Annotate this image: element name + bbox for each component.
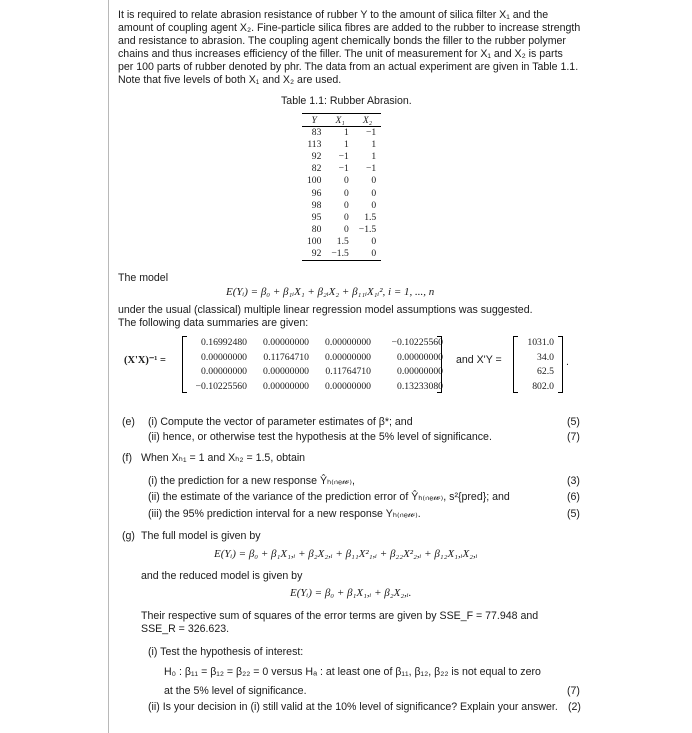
table-cell: 80 bbox=[311, 223, 322, 235]
table-cell: 0 bbox=[371, 199, 377, 211]
question-f-intro: When Xₕ₁ = 1 and Xₕ₂ = 1.5, obtain bbox=[141, 452, 306, 464]
question-e-label: (e) bbox=[122, 416, 135, 428]
table-cell: −1.5 bbox=[326, 248, 353, 261]
sse-text: Their respective sum of squares of the error terms are given by SSE_F = 77.948 and bbox=[141, 610, 539, 622]
col-header: Y bbox=[302, 114, 326, 127]
matrix-right-bracket bbox=[437, 336, 442, 393]
xty-value: 1031.0 bbox=[527, 337, 554, 348]
sse-text: SSE_R = 326.623. bbox=[141, 623, 230, 635]
matrix-cell: 0.11764710 bbox=[325, 366, 371, 377]
marks: (6) bbox=[567, 491, 580, 503]
xtx-inverse-matrix bbox=[185, 336, 443, 394]
intro-line: Note that five levels of both X₁ and X₂ are used. bbox=[118, 74, 342, 86]
question-f-i: (i) the prediction for a new response Ŷₕ₍ₙₑ𝓌₎, bbox=[148, 475, 355, 487]
table-body bbox=[302, 127, 381, 261]
table-row bbox=[302, 151, 381, 163]
table-row bbox=[302, 236, 381, 248]
question-e-ii: (ii) hence, or otherwise test the hypothesis at the 5% level of significance. bbox=[148, 431, 492, 443]
table-row bbox=[302, 139, 381, 151]
significance-level: at the 5% level of significance. bbox=[164, 685, 307, 697]
table-row bbox=[302, 187, 381, 199]
matrix-cell: 0.11764710 bbox=[263, 351, 309, 363]
matrix-cell: 0.00000000 bbox=[324, 380, 371, 392]
table-cell: 0 bbox=[371, 187, 377, 199]
table-row bbox=[302, 163, 381, 175]
table-row bbox=[302, 200, 381, 212]
matrix-cell: 0.00000000 bbox=[200, 351, 247, 363]
table-cell: 0 bbox=[344, 199, 349, 211]
matrix-cell: 0.16992480 bbox=[200, 337, 247, 348]
table-cell: 0 bbox=[344, 175, 349, 187]
table-cell: −1 bbox=[365, 127, 377, 139]
reduced-model-equation: E(Yᵢ) = β₀ + β₁X₁,ᵢ + β₂X₂,ᵢ. bbox=[290, 587, 412, 599]
table-cell: −1 bbox=[365, 163, 377, 175]
xty-value: 802.0 bbox=[532, 380, 554, 392]
marks: (2) bbox=[568, 701, 581, 713]
full-model-equation: E(Yᵢ) = β₀ + β₁X₁,ᵢ + β₂X₂,ᵢ + β₁₁X²₁,ᵢ + β₂₂X²₂,ᵢ + β₁₂X₁,ᵢX₂,ᵢ bbox=[214, 548, 478, 560]
table-cell: 92 bbox=[311, 151, 322, 163]
question-g-i: (i) Test the hypothesis of interest: bbox=[148, 646, 304, 658]
table-header-row bbox=[302, 114, 381, 127]
question-g-ii: (ii) Is your decision in (i) still valid at the 10% level of significance? Explain your answer. bbox=[148, 701, 558, 713]
marks: (3) bbox=[567, 475, 580, 487]
table-cell: 1 bbox=[371, 139, 377, 151]
table-caption: Table 1.1: Rubber Abrasion. bbox=[281, 95, 412, 107]
table-cell: 0 bbox=[371, 235, 377, 247]
vector-right-bracket bbox=[558, 336, 563, 393]
matrix-cell: 0.00000000 bbox=[324, 337, 371, 348]
table-cell: 0 bbox=[371, 175, 377, 187]
matrix-cell: 0.00000000 bbox=[262, 337, 309, 348]
xty-value: 34.0 bbox=[537, 351, 554, 363]
table-cell: −1 bbox=[338, 163, 349, 175]
table-cell: 0 bbox=[344, 223, 349, 235]
reduced-model-intro: and the reduced model is given by bbox=[141, 570, 303, 582]
table-cell: 82 bbox=[311, 163, 322, 175]
matrix-row bbox=[185, 380, 443, 395]
matrix-row bbox=[185, 336, 443, 351]
intro-line: It is required to relate abrasion resistance of rubber Y to the amount of silica filter X₁ and the bbox=[118, 9, 549, 21]
matrix-row bbox=[185, 351, 443, 366]
table-cell: 1 bbox=[344, 127, 349, 139]
table-row bbox=[302, 224, 381, 236]
col-header: X₂ bbox=[354, 114, 381, 127]
table-cell: 100 bbox=[307, 235, 322, 247]
table-cell: −1 bbox=[338, 151, 349, 163]
summaries-text: The following data summaries are given: bbox=[118, 317, 309, 329]
intro-line: and resistance to abrasion. The coupling agent chemically bonds the filler to the rubber polymer bbox=[118, 35, 566, 47]
matrix-cell: 0.13233080 bbox=[396, 380, 443, 392]
marks: (5) bbox=[567, 508, 580, 520]
table-cell: 1 bbox=[344, 139, 349, 151]
table-cell: 1 bbox=[371, 151, 377, 163]
table-cell: 113 bbox=[307, 139, 322, 151]
matrix-cell: 0.00000000 bbox=[396, 366, 443, 377]
matrix-cell: −0.10225560 bbox=[391, 337, 443, 348]
table-cell: 96 bbox=[311, 187, 322, 199]
model-equation: E(Yᵢ) = β₀ + β₁ᵢX₁ + β₂ᵢX₂ + β₁₁ᵢX₁ᵢ², i = 1, ..., n bbox=[226, 286, 435, 298]
question-g-intro: The full model is given by bbox=[141, 530, 261, 542]
table-row bbox=[302, 175, 381, 187]
matrix-cell: 0.00000000 bbox=[200, 366, 247, 377]
hypothesis: H₀ : β₁₁ = β₁₂ = β₂₂ = 0 versus Hₐ : at least one of β₁₁, β₁₂, β₂₂ is not equal to zero bbox=[164, 666, 541, 678]
question-f-label: (f) bbox=[122, 452, 132, 464]
table-cell: 98 bbox=[311, 199, 322, 211]
matrix-row bbox=[185, 365, 443, 380]
table-cell: 1.5 bbox=[336, 235, 349, 247]
table-cell: 0 bbox=[344, 211, 349, 223]
intro-line: per 100 parts of rubber denoted by phr. The data from an actual experiment are given in Table 1.1. bbox=[118, 61, 579, 73]
matrix-cell: 0.00000000 bbox=[396, 351, 443, 363]
matrix-cell: 0.00000000 bbox=[262, 366, 309, 377]
xty-vector bbox=[518, 336, 554, 394]
intro-paragraph bbox=[118, 9, 588, 87]
xty-value: 62.5 bbox=[537, 366, 554, 377]
table-cell: 95 bbox=[311, 211, 322, 223]
xty-label: and X'Y = bbox=[456, 354, 502, 366]
col-header: X₁ bbox=[326, 114, 353, 127]
matrix-cell: −0.10225560 bbox=[195, 380, 247, 392]
marks: (5) bbox=[567, 416, 580, 428]
page-left-border bbox=[108, 0, 109, 733]
table-cell: 1.5 bbox=[364, 211, 377, 223]
question-e-i: (i) Compute the vector of parameter estimates of β*; and bbox=[148, 416, 413, 428]
table-row bbox=[302, 127, 381, 140]
table-cell: 100 bbox=[307, 175, 322, 187]
marks: (7) bbox=[567, 431, 580, 443]
matrix-cell: 0.00000000 bbox=[262, 380, 309, 392]
xtx-inverse-label: (X'X)⁻¹ = bbox=[124, 355, 166, 366]
table-row bbox=[302, 248, 381, 261]
abrasion-table bbox=[302, 113, 381, 261]
period: . bbox=[566, 356, 569, 368]
table-cell: 0 bbox=[344, 187, 349, 199]
intro-line: chains and thus increases efficiency of the filler. The unit of measurement for X₁ and X₂ is parts bbox=[118, 48, 563, 60]
question-g-label: (g) bbox=[122, 530, 135, 542]
table-cell: −1.5 bbox=[358, 223, 377, 235]
table-cell: 0 bbox=[354, 248, 381, 261]
table-row bbox=[302, 212, 381, 224]
assumptions-text: under the usual (classical) multiple linear regression model assumptions was suggested. bbox=[118, 304, 533, 316]
question-f-ii: (ii) the estimate of the variance of the prediction error of Ŷₕ₍ₙₑ𝓌₎, s²{pred}; and bbox=[148, 491, 510, 503]
matrix-cell: 0.00000000 bbox=[324, 351, 371, 363]
question-f-iii: (iii) the 95% prediction interval for a new response Yₕ₍ₙₑ𝓌₎. bbox=[148, 508, 421, 520]
table-cell: 92 bbox=[302, 248, 326, 261]
intro-line: amount of coupling agent X₂. Fine-particle silica fibres are added to the rubber to increase strength bbox=[118, 22, 581, 34]
table-cell: 83 bbox=[311, 127, 322, 139]
model-label: The model bbox=[118, 272, 169, 284]
marks: (7) bbox=[567, 685, 580, 697]
